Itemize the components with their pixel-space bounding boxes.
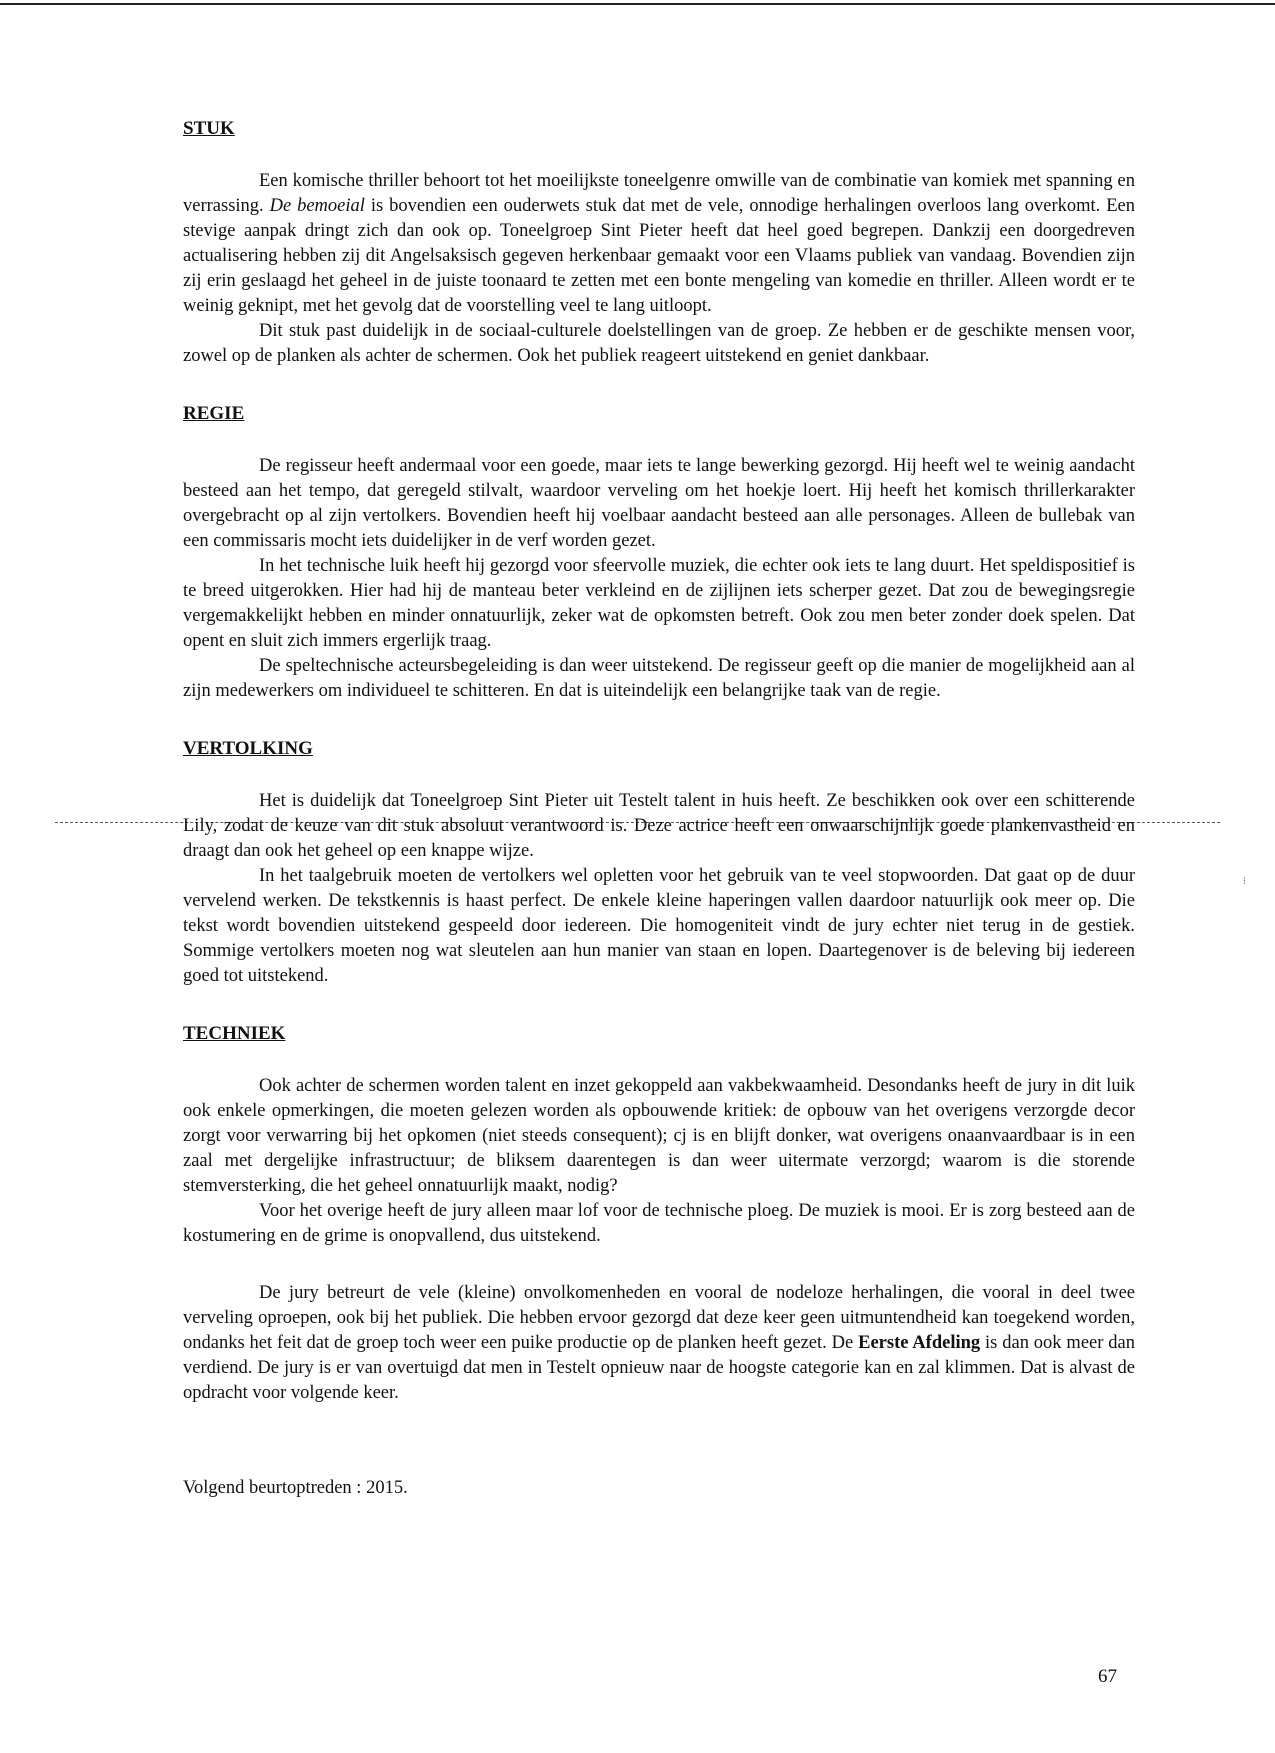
section-heading: STUK [183,118,235,139]
document-body [183,116,1135,1501]
paragraph-text: is dan ook meer dan verdiend. De jury is er van overtuigd dat men in Testelt opnieuw naar de hoogste categorie kan en zal klimmen. Dat is alvast de opdracht voor volgende keer. [183,1333,1135,1403]
conclusion-paragraph [183,1281,1135,1406]
paragraph-text: De jury betreurt de vele (kleine) onvolkomenheden en vooral de nodeloze herhalingen, die vooral in deel twee verveling oproepen, ook bij het publiek. Die hebben ervoor gezorgd dat deze keer geen uitmuntendheid kan toegekend worden, ondanks het feit dat de groep toch weer een puike productie op de planken heeft gezet. De [183,1283,1135,1353]
paragraph: Voor het overige heeft de jury alleen maar lof voor de technische ploeg. De muziek is mooi. Er is zorg besteed aan de kostumering en de grime is onopvallend, dus uitstekend. [183,1201,1135,1246]
play-title: De bemoeial [269,196,365,216]
section-heading: REGIE [183,403,245,424]
section-techniek [183,1021,1135,1249]
section-heading: VERTOLKING [183,738,313,759]
top-border-line [0,3,1275,5]
paragraph [183,169,1135,319]
paragraph-text: is bovendien een ouderwets stuk dat met de vele, onnodige herhalingen overloos lang overkomt. Een stevige aanpak dringt zich dan ook op. Toneelgroep Sint Pieter heeft dat heel goed begrepen. Dankzij een doorgedreven actualisering hebben zij dit Angelsaksisch gegeven herkenbaar gemaakt voor een Vlaams publiek van vandaag. Bovendien zijn zij erin geslaagd het geheel in de juiste toonaard te zetten met een bonte mengeling van komedie en thriller. Alleen wordt er te weinig geknipt, met het gevolg dat de voorstelling veel te lang uitloopt. [183,196,1135,316]
paragraph: De regisseur heeft andermaal voor een goede, maar iets te lange bewerking gezorgd. Hij heeft wel te weinig aandacht besteed aan het tempo, dat geregeld stilvalt, waardoor verveling om het hoekje loert. Hij heeft het komisch thrillerkarakter overgebracht op al zijn vertolkers. Bovendien heeft hij voelbaar aandacht besteed aan alle personages. Alleen de bullebak van een commissaris mocht iets duidelijker in de verf worden gezet. [183,456,1135,551]
paragraph: In het technische luik heeft hij gezorgd voor sfeervolle muziek, die echter ook iets te lang duurt. Het speldispositief is te breed uitgerokken. Hier had hij de manteau beter verkleind en de zijlijnen iets scherper gezet. Dat zou de bewegingsregie vergemakkelijkt hebben en minder onnatuurlijk, zeker wat de opkomsten betreft. Ook zou men beter zonder doek spelen. Dat opent en sluit zich immers ergerlijk traag. [183,556,1135,651]
paragraph: Dit stuk past duidelijk in de sociaal-culturele doelstellingen van de groep. Ze hebben er de geschikte mensen voor, zowel op de planken als achter de schermen. Ook het publiek reageert uitstekend en geniet dankbaar. [183,321,1135,366]
paragraph: In het taalgebruik moeten de vertolkers wel opletten voor het gebruik van te veel stopwoorden. Dat gaat op de duur vervelend werken. De tekstkennis is haast perfect. De enkele kleine haperingen vallen daardoor natuurlijk ook meer op. Die tekst wordt bovendien uitstekend gespeeld door iedereen. Die homogeniteit vindt de jury echter niet terug in de gestiek. Sommige vertolkers moeten nog wat sleutelen aan hun manier van staan en lopen. Daartegenover is de beleving bij iedereen goed tot uitstekend. [183,866,1135,986]
next-performance-note: Volgend beurtoptreden : 2015. [183,1478,408,1498]
section-regie [183,401,1135,704]
paragraph-text: Een komische thriller behoort tot het moeilijkste toneelgenre omwille van de combinatie van komiek met spanning en verrassing. [183,171,1135,216]
section-stuk [183,116,1135,369]
paragraph: Ook achter de schermen worden talent en inzet gekoppeld aan vakbekwaamheid. Desondanks heeft de jury in dit luik ook enkele opmerkingen, die moeten gelezen worden als opbouwende kritiek: de opbouw van het overigens verzorgde decor zorgt voor verwarring bij het opkomen (niet steeds consequent); cj is en blijft donker, wat overigens onaanvaardbaar is in een zaal met dergelijke infrastructuur; de bliksem daarentegen is dan weer uitermate verzorgd; waarom is die storende stemversterking, die het geheel onnatuurlijk maakt, nodig? [183,1076,1135,1196]
section-vertolking [183,736,1135,989]
paragraph: Het is duidelijk dat Toneelgroep Sint Pieter uit Testelt talent in huis heeft. Ze beschikken ook over een schitterende Lily, zodat de keuze van dit stuk absoluut verantwoord is. Deze actrice heeft een onwaarschijnlijk goede plankenvastheid en draagt dan ook het geheel op een knappe wijze. [183,791,1135,861]
paragraph: De speltechnische acteursbegeleiding is dan weer uitstekend. De regisseur geeft op die manier de mogelijkheid aan al zijn medewerkers om individueel te schitteren. En dat is uiteindelijk een belangrijke taak van de regie. [183,656,1135,701]
scan-artifact-mark: ⁝ [1243,876,1247,887]
division-label: Eerste Afdeling [858,1333,981,1353]
page-number: 67 [1098,1666,1117,1687]
section-heading: TECHNIEK [183,1023,286,1044]
